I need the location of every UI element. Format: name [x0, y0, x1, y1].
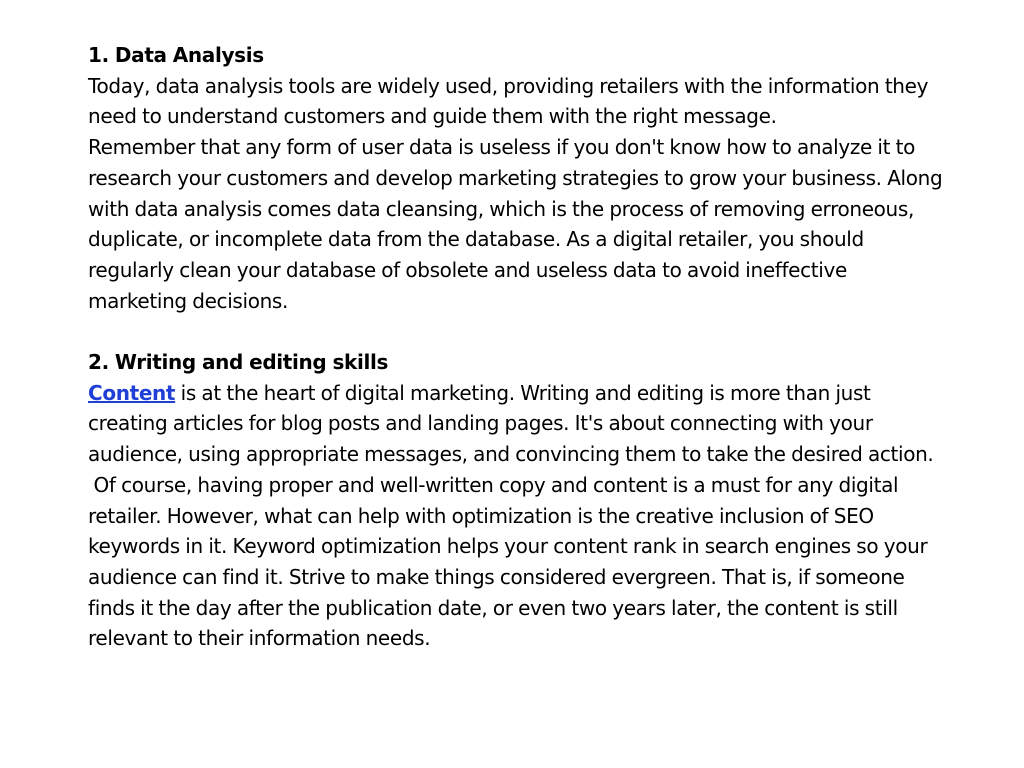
paragraph: Today, data analysis tools are widely used, providing retailers with the information they need to understand customers and guide them with the right message.	[88, 73, 929, 129]
paragraph: Of course, having proper and well-written copy and content is a must for any digital retailer. However, what can help with optimization is the creative inclusion of SEO keywords in it. Keyword optimization helps your content rank in search engines so your audience can find it. Strive to make things considered evergreen. That is, if someone finds it the day after the publication date, or even two years later, the content is still relevant to their information needs.	[88, 472, 933, 651]
paragraph-text: is at the heart of digital marketing. Writing and editing is more than just creating articles for blog posts and landing pages. It's about connecting with your audience, using appropriate messages, and convincing them to take the desired action.	[88, 380, 934, 467]
document-body	[88, 40, 948, 654]
section-writing-editing	[88, 347, 948, 654]
paragraph	[88, 378, 948, 470]
section-heading: 1. Data Analysis	[88, 43, 264, 67]
section-heading: 2. Writing and editing skills	[88, 350, 389, 375]
content-link[interactable]: Content	[88, 380, 176, 405]
section-data-analysis	[88, 40, 948, 316]
paragraph: Remember that any form of user data is useless if you don't know how to analyze it to research your customers and develop marketing strategies to grow your business. Along with data analysis comes data cleansing, which is the process of removing erroneous, duplicate, or incomplete data from the database. As a digital retailer, you should regularly clean your database of obsolete and useless data to avoid ineffective marketing decisions.	[88, 135, 943, 313]
